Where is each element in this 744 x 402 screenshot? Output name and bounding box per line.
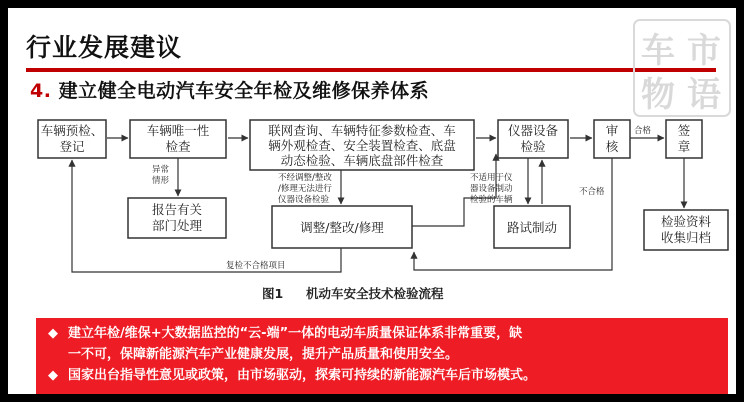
label-adjust-note: 仪器设备检验 — [278, 195, 330, 205]
box-text: 检验资料 — [660, 214, 712, 229]
banner-point — [48, 323, 718, 365]
figure-caption: 机动车安全技术检验流程 — [306, 286, 444, 301]
box-text: 车辆唯一性 — [146, 123, 210, 138]
banner-line: 一不可，保障新能源汽车产业健康发展，提升产品质量和使用安全。 — [68, 347, 459, 362]
banner-line: 国家出台指导性意见或政策，由市场驱动，探索可持续的新能源汽车后市场模式。 — [68, 368, 537, 383]
red-banner — [36, 318, 728, 394]
label-fail: 不合格 — [579, 187, 605, 197]
box-text: 收集归档 — [660, 230, 712, 245]
banner-line: 建立年检/维保+大数据监控的“云-端”一体的电动车质量保证体系非常重要，缺 — [68, 326, 523, 341]
box-text: 报告有关 — [151, 202, 203, 217]
box-text: 联网查询、车辆特征参数检查、车 — [268, 123, 456, 138]
box-text: 部门处理 — [151, 218, 203, 233]
label-adjust-note: /修理无法进行 — [278, 184, 332, 194]
label-abnormal: 异常 — [152, 165, 170, 175]
subtitle-text: 建立健全电动汽车安全年检及维修保养体系 — [58, 80, 430, 102]
label-recheck: 复检不合格项目 — [226, 261, 286, 271]
label-abnormal: 情形 — [152, 176, 170, 186]
label-road-note: 检验的车辆 — [470, 195, 513, 205]
box-text: 核 — [605, 139, 619, 154]
inspection-flowchart — [16, 108, 744, 318]
subtitle-number: 4. — [30, 80, 52, 102]
logo-char: 市 — [687, 31, 721, 71]
box-text: 动态检验、车辆底盘部件检查 — [280, 153, 444, 168]
box-text: 车辆预检、 — [40, 123, 104, 138]
box-text: 签 — [677, 123, 691, 138]
box-text: 章 — [677, 139, 691, 154]
box-text: 检查 — [165, 139, 191, 154]
label-road-note: 不适用于仪 — [470, 173, 513, 183]
box-text: 辆外观检查、安全装置检查、底盘 — [268, 138, 456, 153]
logo-watermark — [630, 16, 734, 120]
title-underline — [26, 68, 716, 72]
slide-subtitle — [30, 76, 429, 103]
logo-char: 物 — [641, 75, 675, 115]
figure-number: 图1 — [262, 286, 284, 301]
diamond-bullet-icon: ◆ — [48, 326, 58, 341]
logo-char: 车 — [641, 31, 675, 71]
diamond-bullet-icon: ◆ — [48, 368, 58, 383]
box-text: 仪器设备 — [507, 123, 559, 138]
slide — [8, 8, 736, 394]
label-road-note: 器设备制动 — [470, 184, 513, 194]
label-pass: 合格 — [634, 126, 652, 136]
box-text: 检验 — [520, 139, 546, 154]
box-text: 调整/整改/修理 — [300, 220, 384, 235]
box-text: 审 — [605, 123, 619, 138]
box-text: 路试制动 — [506, 220, 558, 235]
banner-point — [48, 365, 718, 386]
box-text: 登记 — [59, 139, 85, 154]
label-adjust-note: 不经调整/整改 — [278, 173, 332, 183]
logo-char: 语 — [687, 75, 721, 115]
slide-title: 行业发展建议 — [26, 33, 183, 62]
